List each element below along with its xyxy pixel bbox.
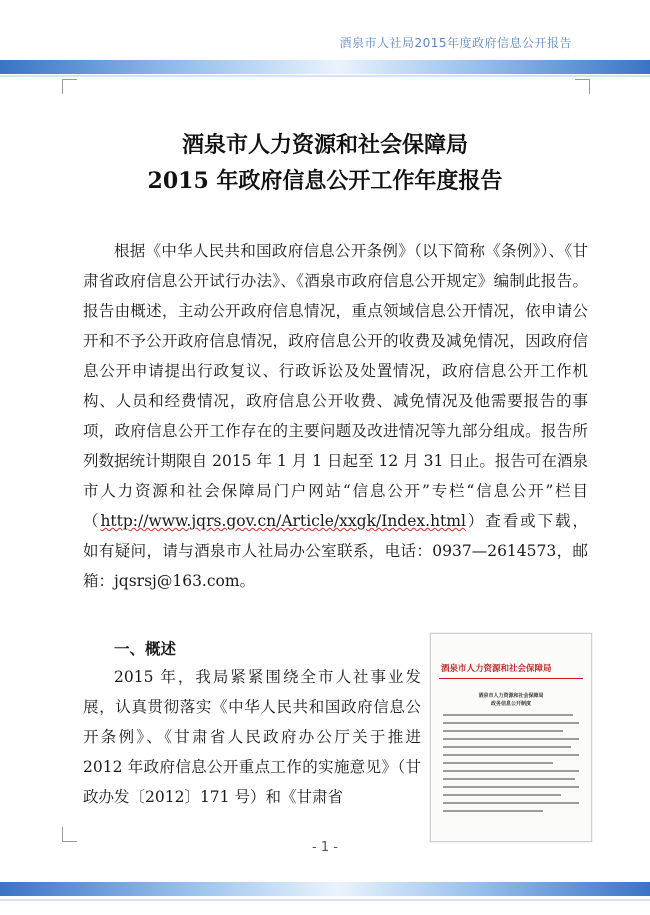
thumbnail-title-line1: 酒泉市人力资源和社会保障局 (478, 693, 544, 699)
thumbnail-text-line (443, 810, 543, 812)
thumbnail-title-line2: 政务信息公开制度 (490, 701, 531, 707)
intro-paragraph (83, 236, 588, 596)
thumbnail-text-line (443, 762, 553, 764)
section-heading-overview: 一、概述 (114, 639, 177, 658)
intro-text: 根据《中华人民共和国政府信息公开条例》（以下简称《条例》）、《甘肃省政府信息公开试行办法》、《酒泉市政府信息公开规定》编制此报告。报告由概述，主动公开政府信息情况，重点领域信息公开情况，依申请公开和不予公开政府信息情况，政府信息公开的收费及减免情况，因政府信息公开申请提出行政复议、行政诉讼及处置情况，政府信息公开工作机构、人员和经费情况，政府信息公开收费、减免情况及他需要报告的事项，政府信息公开工作存在的主要问题及改进情况等九部分组成。报告所列数据统计期限自 2015 年 1 月 1 日起至 12 月 31 日止。报告可在酒泉市人力资源和社会保障局门户网站“信息公开”专栏“信息公开”栏目（ (83, 242, 588, 530)
thumbnail-text-line (443, 786, 579, 788)
thumbnail-text-line (443, 722, 579, 724)
crop-mark-top-left (62, 79, 77, 94)
footer-rule (0, 899, 650, 901)
thumbnail-text-line (443, 754, 579, 756)
overview-paragraph: 2015 年，我局紧紧围绕全市人社事业发展，认真贯彻落实《中华人民共和国政府信息公开条例》、《甘肃省人民政府办公厅关于推进 2012 年政府信息公开重点工作的实施意见》（甘政办发〔2012〕171 号）和《甘肃省 (83, 668, 421, 806)
thumbnail-text-line (443, 730, 563, 732)
thumbnail-text-line (443, 794, 561, 796)
thumbnail-text-line (443, 770, 579, 772)
intro-contact-text: ）查看或下载，如有疑问，请与酒泉市人社局办公室联系，电话：0937—2614573，邮箱：jqsrsj@163.com。 (83, 512, 588, 590)
thumbnail-text-line (443, 738, 579, 740)
policy-document-thumbnail (430, 633, 592, 842)
info-portal-link[interactable]: http://www.jqrs.gov.cn/Article/xxgk/Index.html (100, 512, 466, 530)
thumbnail-text-line (443, 714, 573, 716)
report-title-line1: 酒泉市人力资源和社会保障局 (181, 132, 468, 158)
thumbnail-text-line (443, 802, 579, 804)
crop-mark-top-right (575, 79, 590, 94)
thumbnail-text-line (443, 778, 575, 780)
header-rule (0, 75, 650, 77)
page-number: - 1 - (312, 840, 338, 855)
header-band (0, 60, 650, 74)
footer-band (0, 882, 650, 896)
report-title-line2: 2015 年政府信息公开工作年度报告 (147, 168, 503, 194)
running-header: 酒泉市人社局2015年度政府信息公开报告 (339, 36, 572, 50)
thumbnail-org-name: 酒泉市人力资源和社会保障局 (441, 664, 552, 674)
thumbnail-red-rule (439, 678, 583, 679)
thumbnail-text-line (443, 746, 571, 748)
